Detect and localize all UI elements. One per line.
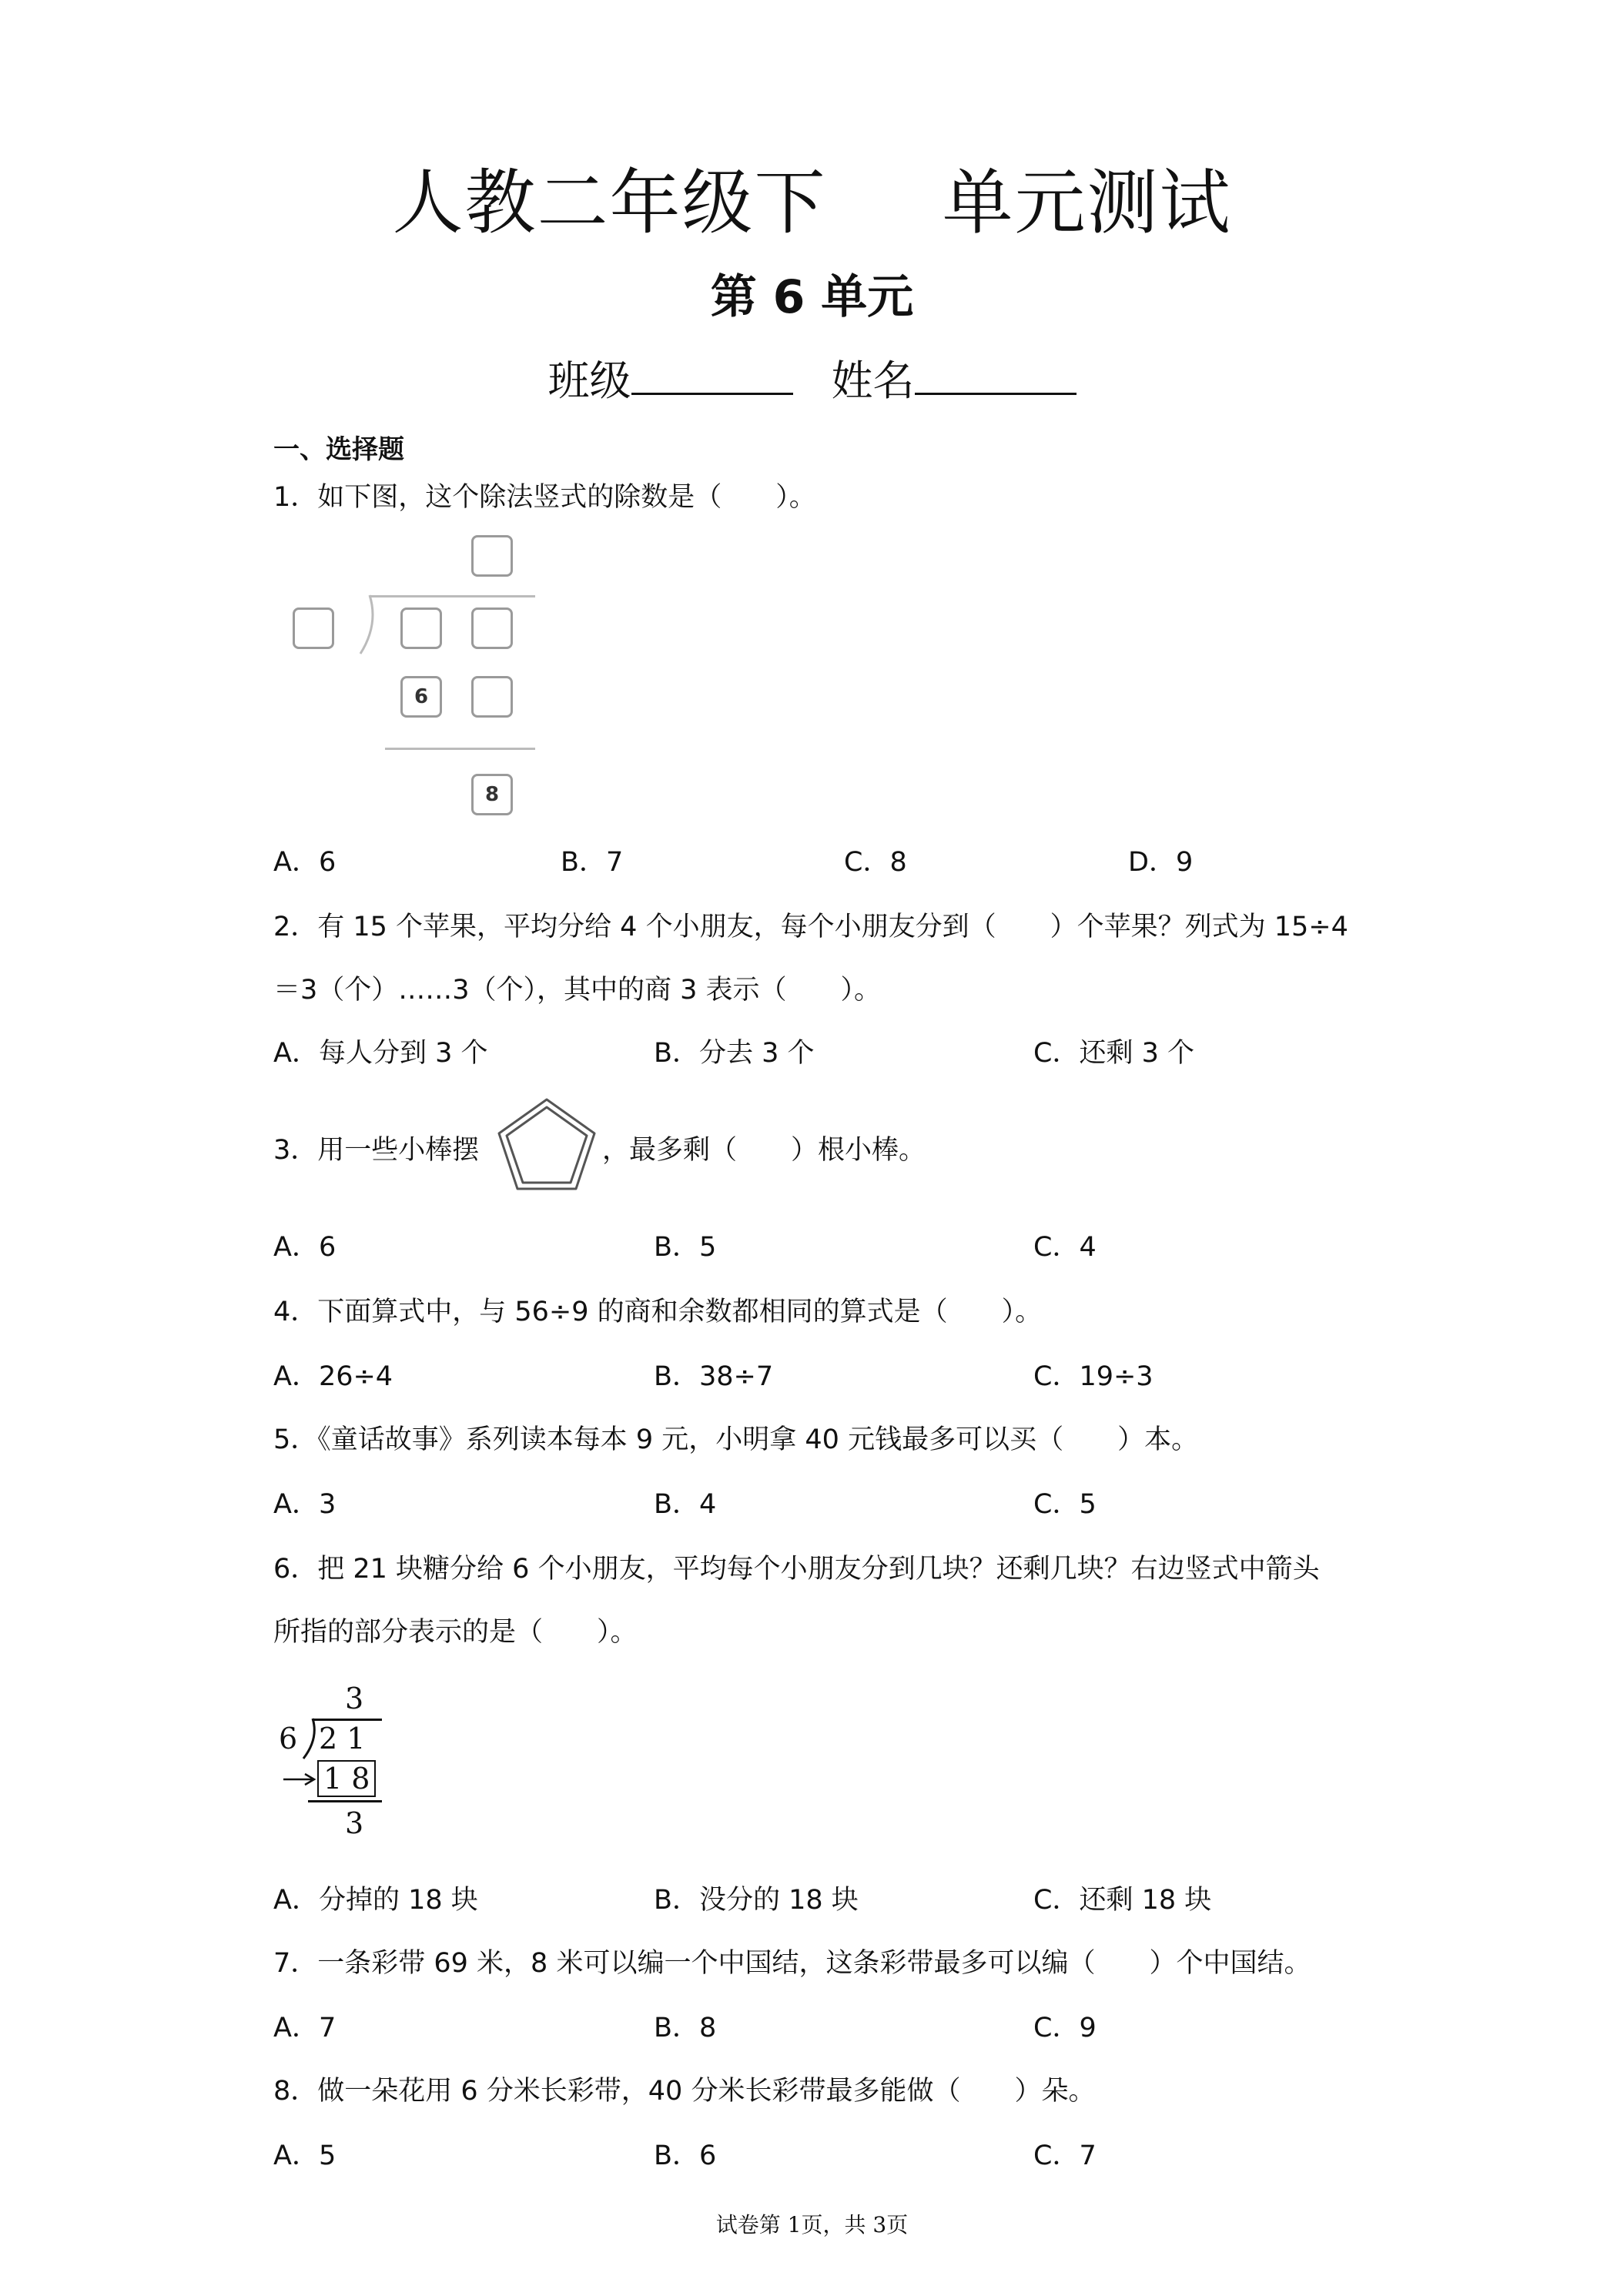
question-3-text-after: ，最多剩（ ）根小棒。 — [602, 1135, 926, 1166]
question-3-text-before: 3．用一些小棒摆 — [273, 1135, 480, 1166]
q1-dividend-ones-box — [471, 607, 513, 649]
q1-product-tens-box: 6 — [400, 676, 442, 718]
q1-bracket-line — [370, 595, 535, 597]
q6-option-c[interactable]: C．还剩 18 块 — [1033, 1885, 1212, 1916]
class-label: 班级 — [547, 356, 631, 405]
question-2-line2: ＝3（个）……3（个），其中的商 3 表示（ ）。 — [273, 975, 882, 1006]
q4-option-c[interactable]: C．19÷3 — [1033, 1361, 1154, 1392]
q2-option-c[interactable]: C．还剩 3 个 — [1033, 1038, 1194, 1069]
q6-bracket-icon — [300, 1717, 319, 1760]
title-right: 单元测试 — [942, 162, 1232, 244]
q7-option-b[interactable]: B．8 — [654, 2013, 717, 2043]
q1-subtract-line — [385, 748, 535, 750]
q1-option-a[interactable]: A．6 — [273, 847, 337, 878]
q6-remainder: 3 — [345, 1806, 364, 1840]
q1-option-c[interactable]: C．8 — [844, 847, 907, 878]
question-6-line2: 所指的部分表示的是（ ）。 — [273, 1617, 638, 1648]
name-blank[interactable] — [915, 353, 1077, 395]
q6-option-b[interactable]: B．没分的 18 块 — [654, 1885, 859, 1916]
q6-product-boxed: 1 8 — [317, 1760, 376, 1797]
q4-option-a[interactable]: A．26÷4 — [273, 1361, 393, 1392]
q6-dividend: 2 1 — [319, 1722, 366, 1755]
q6-option-a[interactable]: A．分掉的 18 块 — [273, 1885, 478, 1916]
question-6-line1: 6．把 21 块糖分给 6 个小朋友，平均每个小朋友分到几块？还剩几块？右边竖式中箭头 — [273, 1554, 1320, 1585]
q5-option-a[interactable]: A．3 — [273, 1489, 337, 1520]
page-footer: 试卷第 1页，共 3页 — [715, 2212, 909, 2237]
q7-option-a[interactable]: A．7 — [273, 2013, 337, 2043]
q5-option-c[interactable]: C．5 — [1033, 1489, 1097, 1520]
q1-dividend-tens-box — [400, 607, 442, 649]
question-7-text: 7．一条彩带 69 米，8 米可以编一个中国结，这条彩带最多可以编（ ）个中国结。 — [273, 1948, 1311, 1979]
page-title — [0, 146, 1624, 248]
q1-quotient-box — [471, 535, 513, 577]
q5-option-b[interactable]: B．4 — [654, 1489, 717, 1520]
q6-divisor: 6 — [279, 1722, 298, 1755]
unit-subtitle: 第 6 单元 — [710, 270, 914, 324]
pentagon-sticks-icon — [493, 1095, 601, 1195]
q1-option-d[interactable]: D．9 — [1128, 847, 1194, 878]
q2-option-a[interactable]: A．每人分到 3 个 — [273, 1038, 488, 1069]
q8-option-a[interactable]: A．5 — [273, 2140, 337, 2171]
q1-bracket-icon — [356, 594, 379, 655]
question-4-text: 4．下面算式中，与 56÷9 的商和余数都相同的算式是（ ）。 — [273, 1297, 1043, 1327]
q1-product-ones-box — [471, 676, 513, 718]
class-blank[interactable] — [631, 353, 793, 395]
q8-option-b[interactable]: B．6 — [654, 2140, 717, 2171]
q6-quotient: 3 — [345, 1682, 364, 1715]
q6-division-figure — [277, 1678, 385, 1856]
title-left: 人教二年级下 — [392, 162, 827, 244]
q6-bracket-top — [313, 1719, 382, 1721]
question-5-text: 5．《童话故事》系列读本每本 9 元，小明拿 40 元钱最多可以买（ ）本。 — [273, 1424, 1199, 1455]
question-8-text: 8．做一朵花用 6 分米长彩带，40 分米长彩带最多能做（ ）朵。 — [273, 2076, 1096, 2107]
q2-option-b[interactable]: B．分去 3 个 — [654, 1038, 815, 1069]
q1-option-b[interactable]: B．7 — [561, 847, 624, 878]
student-info-line — [0, 348, 1624, 407]
q1-remainder-box: 8 — [471, 774, 513, 815]
arrow-right-icon — [282, 1771, 319, 1788]
q4-option-b[interactable]: B．38÷7 — [654, 1361, 774, 1392]
question-2-line1: 2．有 15 个苹果，平均分给 4 个小朋友，每个小朋友分到（ ）个苹果？列式为 15÷4 — [273, 912, 1348, 942]
name-label: 姓名 — [831, 356, 915, 405]
question-1-text: 1．如下图，这个除法竖式的除数是（ ）。 — [273, 482, 816, 513]
q3-option-a[interactable]: A．6 — [273, 1232, 337, 1263]
q3-option-c[interactable]: C．4 — [1033, 1232, 1097, 1263]
q8-option-c[interactable]: C．7 — [1033, 2140, 1097, 2171]
section-heading: 一、选择题 — [273, 434, 404, 465]
q6-subtract-line — [308, 1800, 382, 1802]
q7-option-c[interactable]: C．9 — [1033, 2013, 1097, 2043]
q1-divisor-box — [293, 607, 334, 649]
q3-option-b[interactable]: B．5 — [654, 1232, 717, 1263]
q1-division-figure — [285, 535, 547, 828]
